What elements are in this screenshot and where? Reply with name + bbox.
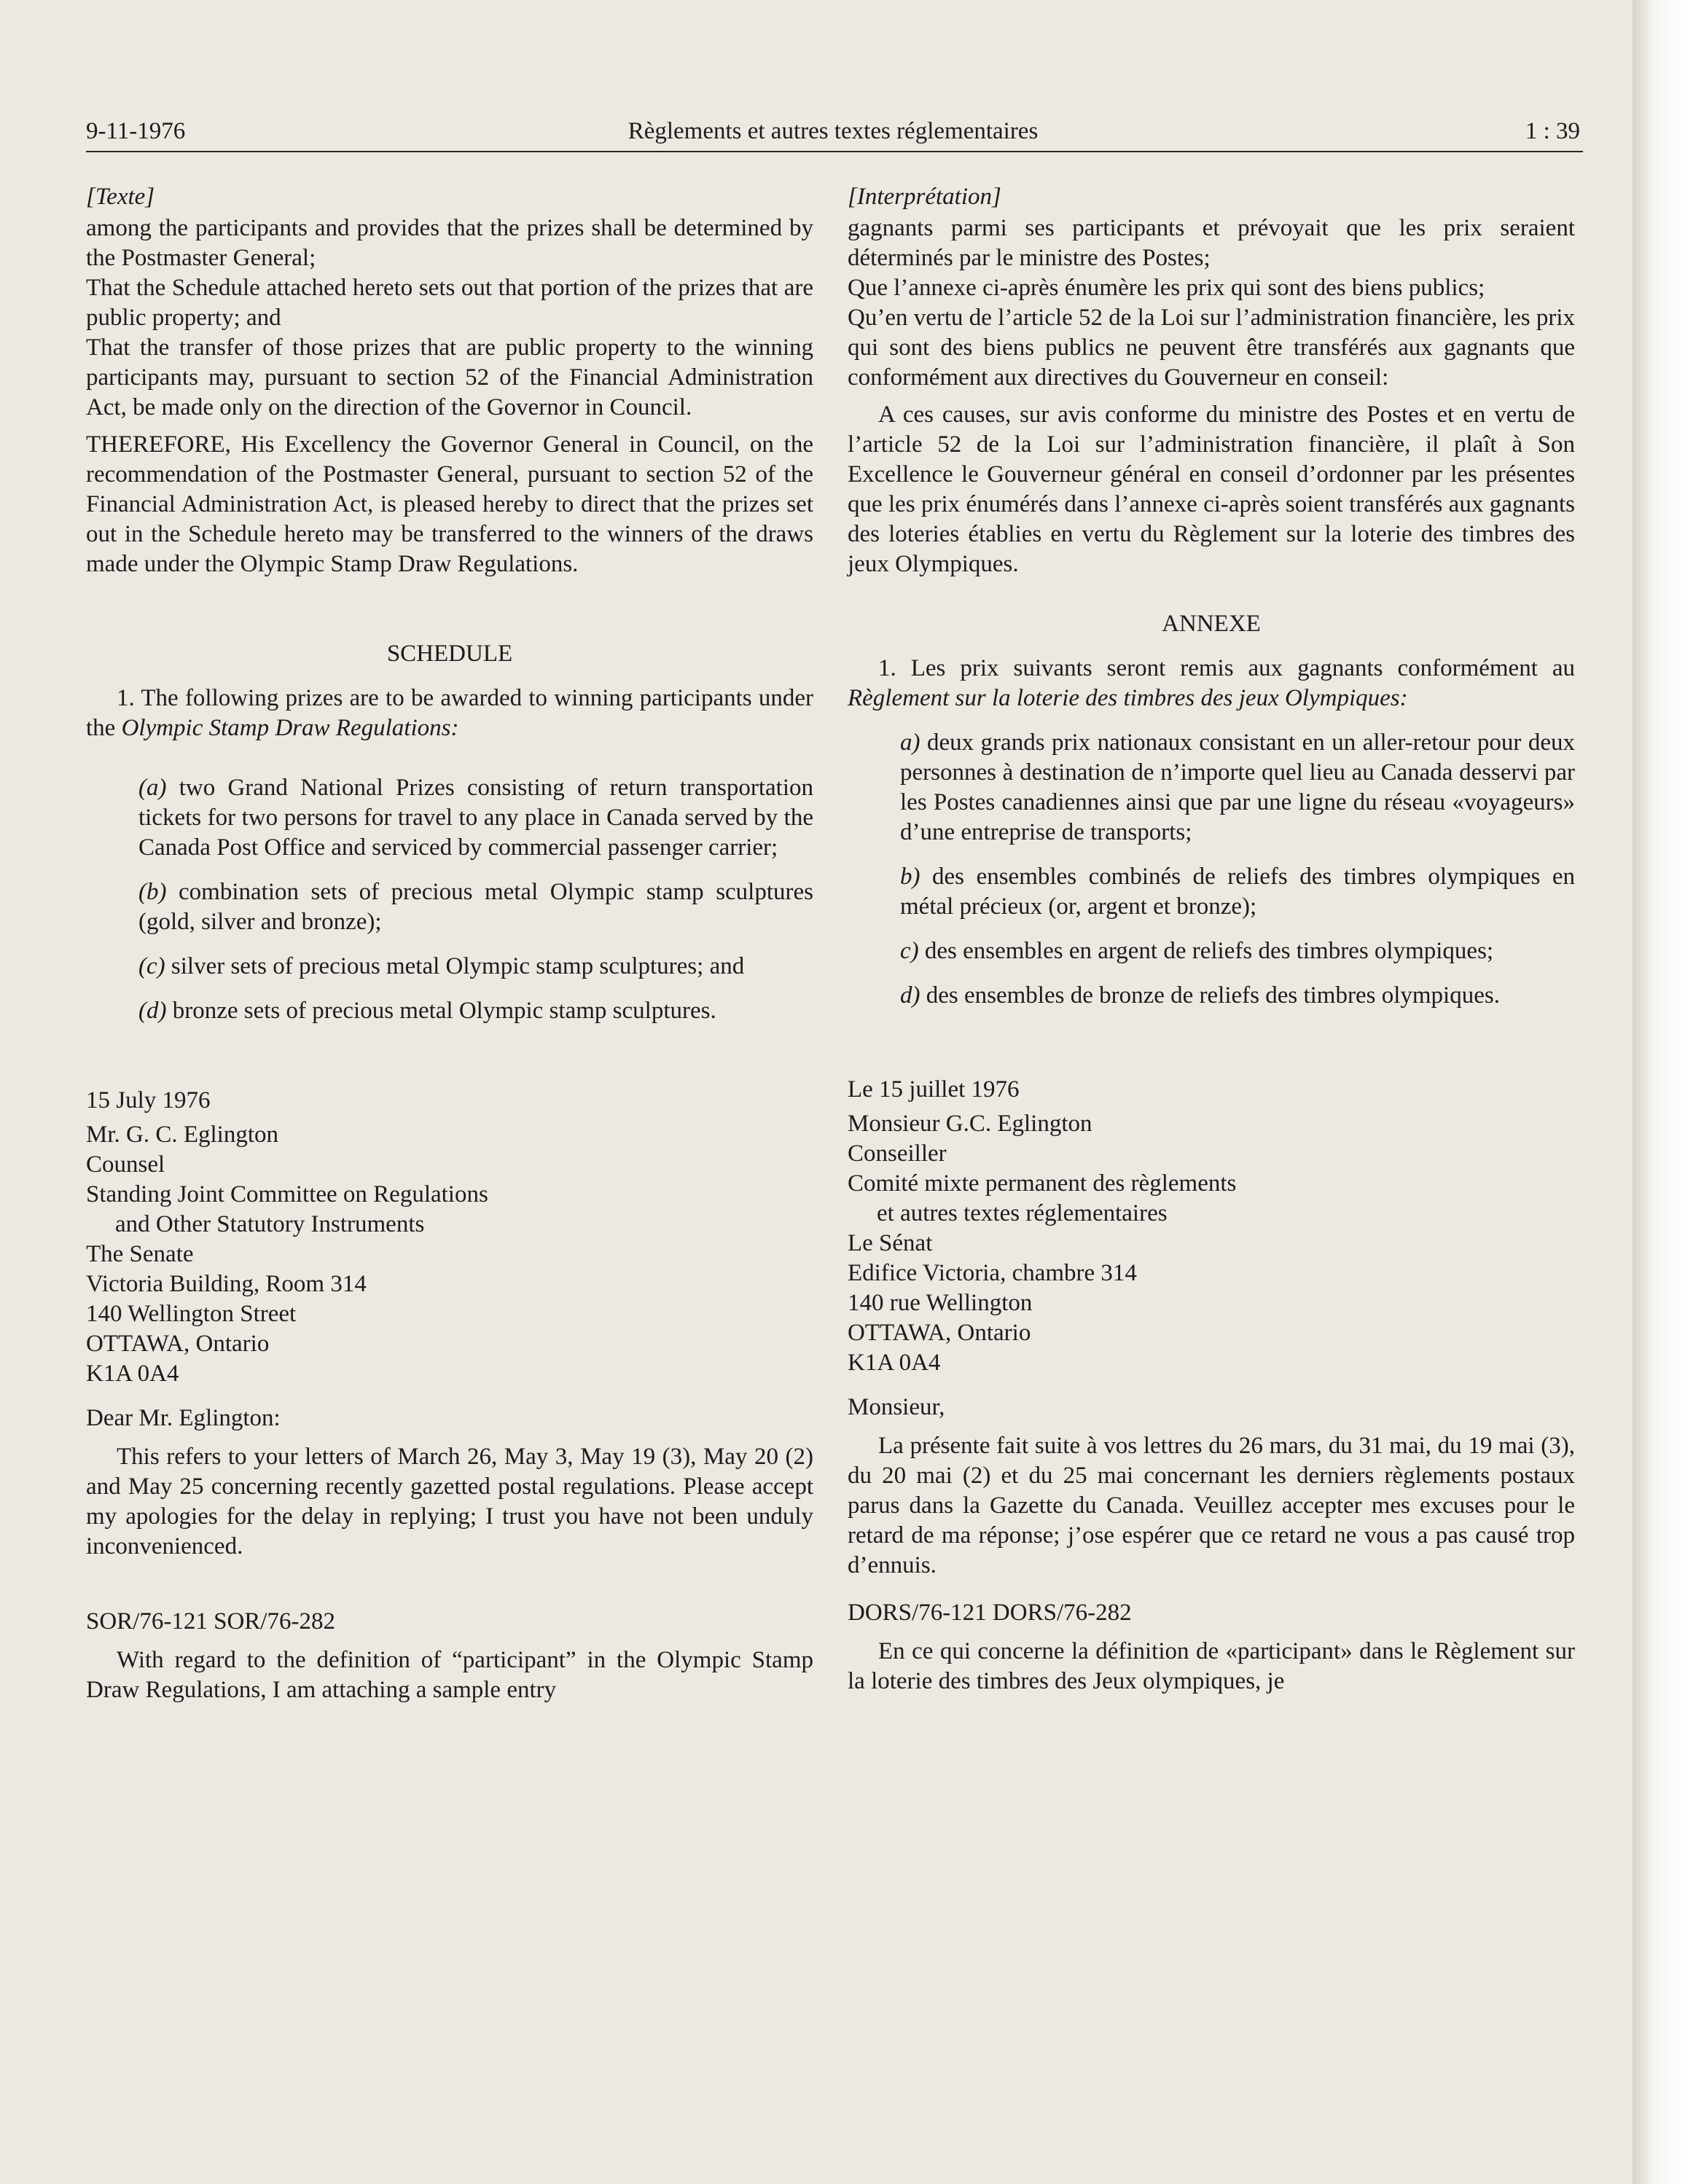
french-column — [848, 182, 1575, 1696]
schedule-item-c: c) des ensembles en argent de reliefs des timbres olympiques; — [900, 938, 1494, 964]
address-line: and Other Statutory Instruments — [115, 1211, 425, 1237]
address-line: OTTAWA, Ontario — [86, 1331, 270, 1357]
letter-date: 15 July 1976 — [86, 1087, 211, 1113]
address-line: Victoria Building, Room 314 — [86, 1271, 367, 1297]
section-tag: [Texte] — [86, 184, 155, 210]
paragraph: That the transfer of those prizes that are public property to the winning participants may, pursuant to section 52 of the Financial Administration Act, be made only on the direction of the Governor in Council. — [86, 334, 813, 420]
schedule-intro: 1. Les prix suivants seront remis aux gagnants conformément au Règlement sur la loterie des timbres des jeux Olympiques: — [848, 655, 1575, 711]
schedule-item-b: (b) combination sets of precious metal Olympic stamp sculptures (gold, silver and bronze); — [138, 879, 813, 935]
reference-number: DORS/76-121 DORS/76-282 — [848, 1600, 1132, 1626]
address-line: 140 rue Wellington — [848, 1290, 1033, 1316]
address-block — [86, 1120, 813, 1389]
schedule-intro: 1. The following prizes are to be awarded to winning participants under the Olympic Stamp Draw Regulations: — [86, 685, 813, 741]
salutation: Dear Mr. Eglington: — [86, 1405, 281, 1431]
english-column — [86, 182, 813, 1705]
address-line: OTTAWA, Ontario — [848, 1320, 1031, 1346]
header-page-number: 1 : 39 — [1525, 118, 1580, 144]
address-line: Edifice Victoria, chambre 314 — [848, 1260, 1137, 1286]
address-line: et autres textes réglementaires — [877, 1200, 1168, 1226]
address-line: The Senate — [86, 1241, 194, 1267]
address-line: Le Sénat — [848, 1230, 933, 1256]
letter-body: This refers to your letters of March 26, May 3, May 19 (3), May 20 (2) and May 25 concerning recently gazetted postal regulations. Please accept my apologies for the delay in replying; I trust you have not been unduly inconvenienced. — [86, 1444, 813, 1559]
paragraph: That the Schedule attached hereto sets out that portion of the prizes that are public property; and — [86, 275, 813, 331]
schedule-item-a: a) deux grands prix nationaux consistant en un aller-retour pour deux personnes à destination de n’importe quel lieu au Canada desservi par les Postes canadiennes ainsi que par une ligne du réseau «voyageurs» d’une entreprise de transports; — [900, 729, 1575, 845]
address-line: Comité mixte permanent des règlements — [848, 1170, 1237, 1197]
header-date: 9-11-1976 — [86, 118, 186, 144]
reference-number: SOR/76-121 SOR/76-282 — [86, 1608, 335, 1635]
paragraph: among the participants and provides that the prizes shall be determined by the Postmaster General; — [86, 215, 813, 271]
letter-date: Le 15 juillet 1976 — [848, 1076, 1020, 1103]
schedule-heading: SCHEDULE — [386, 641, 513, 667]
address-line: Conseiller — [848, 1140, 947, 1167]
paragraph: Qu’en vertu de l’article 52 de la Loi sur l’administration financière, les prix qui sont des biens publics ne peuvent être transférés aux gagnants que conformément aux directives du Gouverneur en conseil: — [848, 305, 1575, 391]
schedule-item-c: (c) silver sets of precious metal Olympic stamp sculptures; and — [138, 953, 745, 979]
address-line: K1A 0A4 — [86, 1361, 179, 1387]
schedule-item-a: (a) two Grand National Prizes consisting of return transportation tickets for two persons for travel to any place in Canada served by the Canada Post Office and serviced by commercial passenger carrier; — [138, 775, 813, 861]
paragraph: THEREFORE, His Excellency the Governor General in Council, on the recommendation of the Postmaster General, pursuant to section 52 of the Financial Administration Act, is pleased hereby to direct that the prizes set out in the Schedule hereto may be transferred to the winners of the draws made under the Olympic Stamp Draw Regulations. — [86, 431, 813, 577]
address-line: K1A 0A4 — [848, 1350, 941, 1376]
header-rule — [86, 151, 1583, 152]
schedule-item-d: (d) bronze sets of precious metal Olympic stamp sculptures. — [138, 998, 716, 1024]
paragraph: gagnants parmi ses participants et prévoyait que les prix seraient déterminés par le ministre des Postes; — [848, 215, 1575, 271]
paragraph: Que l’annexe ci-après énumère les prix qui sont des biens publics; — [848, 275, 1485, 301]
page-edge — [1633, 0, 1685, 2184]
address-line: Standing Joint Committee on Regulations — [86, 1181, 488, 1208]
section-tag: [Interprétation] — [848, 184, 1001, 210]
letter-body: With regard to the definition of “participant” in the Olympic Stamp Draw Regulations, I am attaching a sample entry — [86, 1647, 813, 1703]
schedule-heading: ANNEXE — [1162, 611, 1261, 637]
address-line: 140 Wellington Street — [86, 1301, 297, 1327]
address-line: Monsieur G.C. Eglington — [848, 1111, 1092, 1137]
header-title: Règlements et autres textes réglementaires — [628, 118, 1039, 144]
letter-body: En ce qui concerne la définition de «participant» dans le Règlement sur la loterie des timbres des Jeux olympiques, je — [848, 1638, 1575, 1694]
salutation: Monsieur, — [848, 1394, 945, 1420]
address-block — [848, 1109, 1575, 1378]
schedule-item-d: d) des ensembles de bronze de reliefs des timbres olympiques. — [900, 982, 1500, 1009]
address-line: Counsel — [86, 1151, 165, 1178]
schedule-item-b: b) des ensembles combinés de reliefs des timbres olympiques en métal précieux (or, argent et bronze); — [900, 864, 1575, 920]
address-line: Mr. G. C. Eglington — [86, 1122, 279, 1148]
letter-body: La présente fait suite à vos lettres du 26 mars, du 31 mai, du 19 mai (3), du 20 mai (2) et du 25 mai concernant les derniers règlements postaux parus dans la Gazette du Canada. Veuillez accepter mes excuses pour le retard de ma réponse; j’ose espérer que ce retard ne vous a pas causé trop d’ennuis. — [848, 1433, 1575, 1578]
paragraph: A ces causes, sur avis conforme du ministre des Postes et en vertu de l’article 52 de la Loi sur l’administration financière, il plaît à Son Excellence le Gouverneur général en conseil d’ordonner par les présentes que les prix énumérés dans l’annexe ci-après soient transférés aux gagnants des loteries établies en vertu du Règlement sur la loterie des timbres des jeux Olympiques. — [848, 402, 1575, 577]
running-header — [86, 115, 1580, 149]
